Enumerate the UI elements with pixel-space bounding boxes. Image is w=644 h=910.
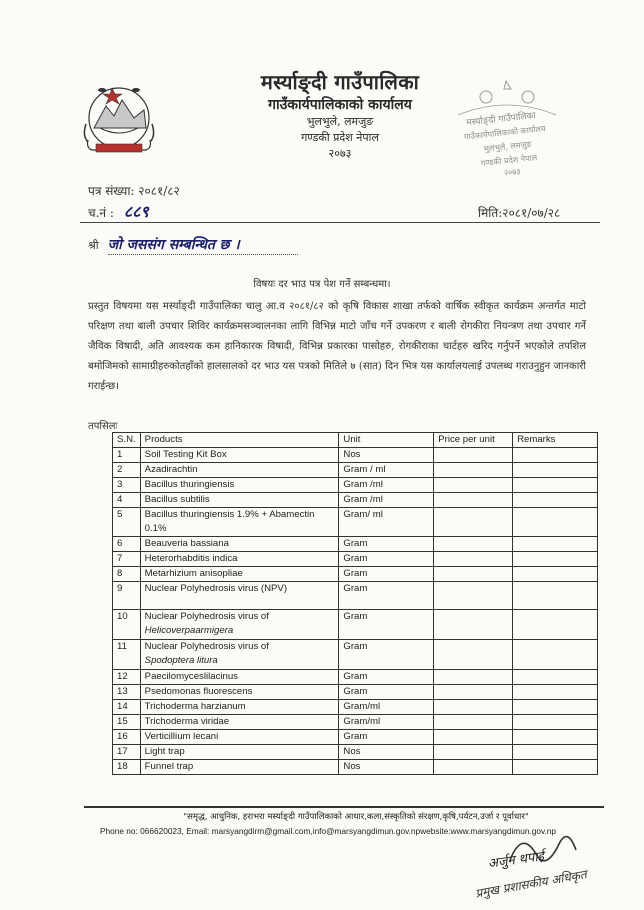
cell-product: Trichoderma harzianum <box>140 700 339 715</box>
cell-price <box>434 700 513 715</box>
cell-product: Bacillus thuringiensis <box>140 478 339 493</box>
recipient-prefix: श्री <box>88 239 99 252</box>
table-header-row <box>113 433 598 448</box>
letterhead <box>220 70 460 162</box>
product-species: Helicoverpaarmigera <box>144 625 234 636</box>
cell-product: Verticillium lecani <box>140 730 339 745</box>
header-products: Products <box>140 433 339 448</box>
cell-price <box>434 730 513 745</box>
cell-sn: 8 <box>113 567 141 582</box>
header-price: Price per unit <box>434 433 513 448</box>
table-intro: तपसिलः <box>88 421 118 432</box>
cell-price <box>434 508 513 537</box>
table-body <box>113 448 598 775</box>
cell-product: Bacillus subtilis <box>140 493 339 508</box>
cell-remarks <box>513 685 598 700</box>
cell-unit: Gram / ml <box>339 463 434 478</box>
cell-sn: 5 <box>113 508 141 537</box>
cell-price <box>434 552 513 567</box>
cell-sn: 3 <box>113 478 141 493</box>
dispatch-number-value: ८८९ <box>123 202 149 221</box>
cell-unit: Gram <box>339 537 434 552</box>
cell-price <box>434 745 513 760</box>
cell-unit: Gram <box>339 640 434 670</box>
cell-unit: Nos <box>339 448 434 463</box>
signature-block <box>470 820 620 900</box>
cell-price <box>434 463 513 478</box>
table-row <box>113 552 598 567</box>
cell-price <box>434 715 513 730</box>
cell-remarks <box>513 537 598 552</box>
cell-sn: 16 <box>113 730 141 745</box>
cell-remarks <box>513 582 598 610</box>
cell-unit: Gram <box>339 610 434 640</box>
stamp-line-1: मर्स्याङ्दी गाउँपालिका <box>466 111 537 129</box>
office-location: भुलभुले, लमजुङ <box>306 115 374 128</box>
header-divider <box>80 222 600 223</box>
recipient-name: जो जससंग सम्बन्धित छ । <box>107 237 240 253</box>
table-row <box>113 760 598 775</box>
cell-product: Trichoderma viridae <box>140 715 339 730</box>
cell-unit: Gram <box>339 670 434 685</box>
cell-product: Beauveria bassiana <box>140 537 339 552</box>
cell-product: Paecilomyceslilacinus <box>140 670 339 685</box>
cell-unit: Gram/ ml <box>339 508 434 537</box>
cell-product: Soil Testing Kit Box <box>140 448 339 463</box>
municipality-emblem <box>78 80 160 160</box>
cell-sn: 15 <box>113 715 141 730</box>
letter-date: मिति:२०८१/०७/२८ <box>478 206 561 220</box>
signature-title: प्रमुख प्रशासकीय अधिकृत <box>474 867 588 900</box>
subject-line: विषयः दर भाउ पत्र पेश गर्ने सम्बन्धमा। <box>253 279 391 290</box>
dispatch-number <box>88 200 149 222</box>
cell-sn: 13 <box>113 685 141 700</box>
cell-sn: 9 <box>113 582 141 610</box>
cell-product <box>140 610 339 640</box>
cell-price <box>434 685 513 700</box>
cell-remarks <box>513 730 598 745</box>
footer-divider <box>84 806 604 808</box>
cell-price <box>434 478 513 493</box>
cell-remarks <box>513 448 598 463</box>
cell-price <box>434 760 513 775</box>
dispatch-number-label: च.नं : <box>88 206 114 220</box>
cell-unit: Gram /ml <box>339 478 434 493</box>
table-row <box>113 478 598 493</box>
table-row <box>113 508 598 537</box>
cell-sn: 18 <box>113 760 141 775</box>
cell-unit: Gram <box>339 567 434 582</box>
table-row <box>113 537 598 552</box>
cell-sn: 1 <box>113 448 141 463</box>
cell-product: Psedomonas fluorescens <box>140 685 339 700</box>
product-species: Spodoptera litura <box>144 655 218 666</box>
table-row <box>113 670 598 685</box>
office-name: गाउँकार्यपालिकाको कार्यालय <box>268 97 412 113</box>
stamp-line-5: २०७३ <box>503 166 521 178</box>
cell-unit: Gram <box>339 552 434 567</box>
cell-price <box>434 610 513 640</box>
stamp-line-2: गाउँकार्यपालिकाको कार्यालय <box>463 124 546 142</box>
cell-sn: 4 <box>113 493 141 508</box>
cell-unit: Gram <box>339 685 434 700</box>
cell-sn: 11 <box>113 640 141 670</box>
established-year: २०७३ <box>328 147 352 160</box>
cell-product <box>140 640 339 670</box>
cell-product: Funnel trap <box>140 760 339 775</box>
cell-price <box>434 448 513 463</box>
cell-remarks <box>513 610 598 640</box>
cell-unit: Nos <box>339 760 434 775</box>
cell-remarks <box>513 640 598 670</box>
cell-price <box>434 537 513 552</box>
cell-sn: 2 <box>113 463 141 478</box>
table-row <box>113 745 598 760</box>
header-unit: Unit <box>339 433 434 448</box>
product-table <box>112 432 598 775</box>
office-province: गण्डकी प्रदेश नेपाल <box>301 131 379 144</box>
cell-unit: Gram <box>339 582 434 610</box>
table-row <box>113 463 598 478</box>
cell-sn: 6 <box>113 537 141 552</box>
municipality-name: मर्स्याङ्दी गाउँपालिका <box>260 70 420 94</box>
cell-remarks <box>513 508 598 537</box>
cell-unit: Gram <box>339 730 434 745</box>
stamp-line-3: भुलभुले, लमजुङ <box>482 139 532 154</box>
cell-sn: 7 <box>113 552 141 567</box>
cell-remarks <box>513 478 598 493</box>
cell-product: Azadirachtin <box>140 463 339 478</box>
letter-number: पत्र संख्या: २०८१/८२ <box>88 184 180 198</box>
cell-sn: 10 <box>113 610 141 640</box>
table-row <box>113 715 598 730</box>
cell-sn: 14 <box>113 700 141 715</box>
cell-price <box>434 582 513 610</box>
cell-remarks <box>513 463 598 478</box>
footer-motto: "समृद्ध, आधुनिक, हराभरा मर्स्याङ्दी गाउँपालिकाको आधार,कला,संस्कृतिको संरक्षण,कृषि,पर्यटन,उर्जा र पूर्वाधार" <box>183 812 529 822</box>
cell-unit: Gram/ml <box>339 715 434 730</box>
cell-product: Bacillus thuringiensis 1.9% + Abamectin 0.1% <box>140 508 339 537</box>
signature-name: अर्जुन थपाई <box>487 849 546 872</box>
cell-remarks <box>513 670 598 685</box>
table-row <box>113 567 598 582</box>
cell-price <box>434 670 513 685</box>
product-name: Nuclear Polyhedrosis virus of <box>144 611 269 622</box>
recipient <box>88 234 240 254</box>
cell-price <box>434 640 513 670</box>
cell-product: Nuclear Polyhedrosis virus (NPV) <box>140 582 339 610</box>
table-row <box>113 582 598 610</box>
body-paragraph: प्रस्तुत विषयमा यस मर्स्याङ्दी गाउँपालिका चालु आ.व २०८१/८२ को कृषि विकास शाखा तर्फको वार्षिक स्वीकृत कार्यक्रम अन्तर्गत माटो परिक्षण तथा बाली उपचार शिविर कार्यक्रमसञ्चालनका लागि विभिन्न माटो जाँच गर्ने उपकरण र बाली रोगकीरा नियन्त्रण तथा उपचार गर्ने जैविक विषादी, अति आवश्यक कम हानिकारक विषादी, विभिन्न प्रकारका पासोहरु, रोगकीराका चार्टहरु खरिद गर्नुपर्ने भएकोले तपशिल बमोजिमको सामाग्रीहरुकोतहाँको हालसालको दर भाउ यस पत्रको मितिले ७ (सात) दिन भित्र यस कार्यालयलाई उपलब्ध गराउनुहुन जानकारी गराईन्छ। <box>88 301 586 392</box>
table-row <box>113 640 598 670</box>
cell-remarks <box>513 760 598 775</box>
cell-sn: 17 <box>113 745 141 760</box>
table-row <box>113 610 598 640</box>
table-row <box>113 448 598 463</box>
table-row <box>113 685 598 700</box>
cell-remarks <box>513 715 598 730</box>
cell-unit: Nos <box>339 745 434 760</box>
cell-unit: Gram/ml <box>339 700 434 715</box>
table-row <box>113 700 598 715</box>
cell-price <box>434 567 513 582</box>
cell-price <box>434 493 513 508</box>
cell-product: Metarhizium anisopliae <box>140 567 339 582</box>
cell-remarks <box>513 552 598 567</box>
cell-remarks <box>513 493 598 508</box>
header-sn: S.N. <box>113 433 141 448</box>
table-row <box>113 493 598 508</box>
cell-product: Heterorhabditis indica <box>140 552 339 567</box>
cell-product: Light trap <box>140 745 339 760</box>
cell-remarks <box>513 745 598 760</box>
footer-contact: Phone no: 066620023, Email: marsyangdirm@gmail.com,info@marsyangdimun.gov.npwebsite:www.marsyangdimun.gov.np <box>100 826 557 836</box>
cell-remarks <box>513 567 598 582</box>
cell-unit: Gram /ml <box>339 493 434 508</box>
cell-sn: 12 <box>113 670 141 685</box>
product-name: Nuclear Polyhedrosis virus of <box>144 641 269 652</box>
stamp-line-4: गण्डकी प्रदेश नेपाल <box>480 153 538 168</box>
cell-remarks <box>513 700 598 715</box>
header-remarks: Remarks <box>513 433 598 448</box>
office-stamp <box>448 75 566 195</box>
recipient-line <box>108 254 298 255</box>
table-row <box>113 730 598 745</box>
